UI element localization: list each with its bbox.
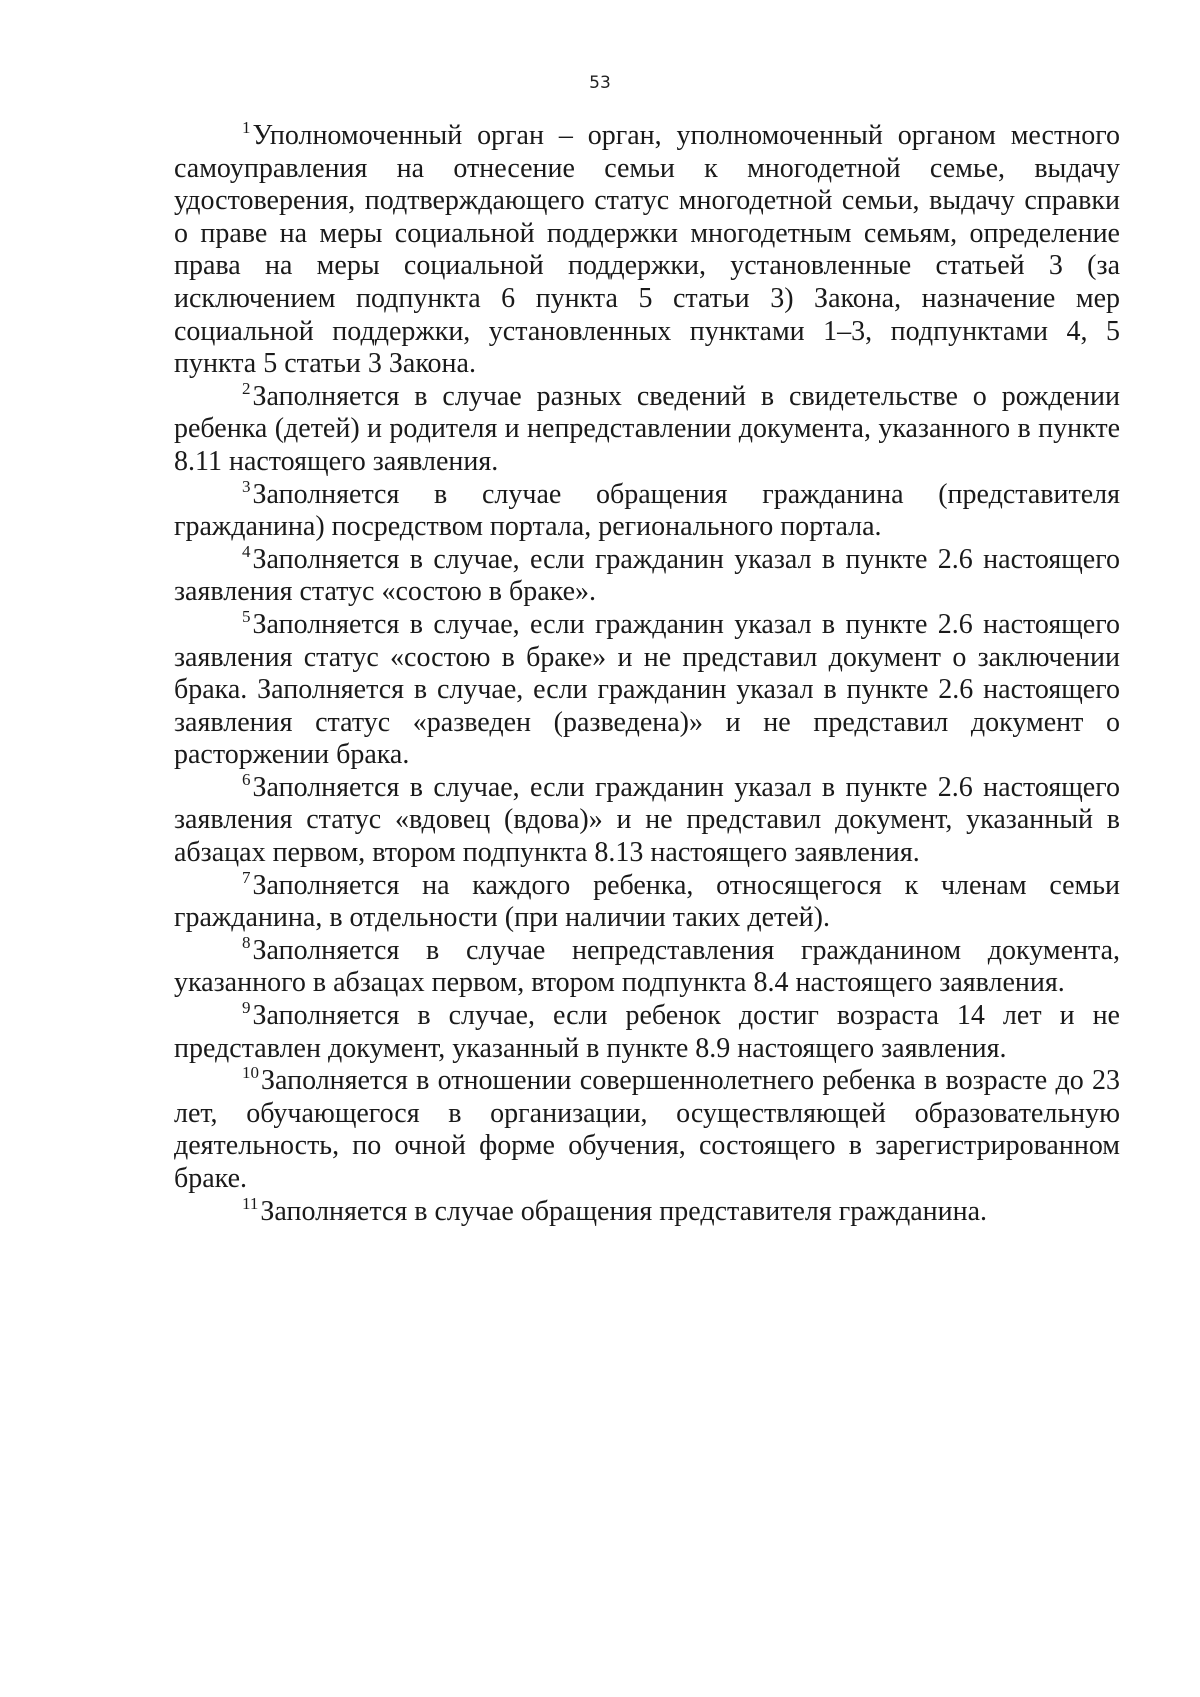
footnote-6	[174, 769, 1120, 870]
footnote-10	[174, 1065, 1120, 1195]
footnote-mark: 4	[242, 541, 251, 561]
footnote-mark: 5	[242, 606, 251, 626]
footnote-9	[174, 1000, 1120, 1065]
footnote-text: Заполняется в случае непредставления гражданином документа, указанного в абзацах первом, втором подпункта 8.4 настоящего заявления.	[174, 934, 1120, 999]
footnote-text: Заполняется на каждого ребенка, относящегося к членам семьи гражданина, в отдельности (при наличии таких детей).	[174, 869, 1120, 934]
footnote-4	[174, 541, 1120, 609]
footnote-mark: 11	[242, 1193, 259, 1213]
footnote-text: Заполняется в случае обращения представителя гражданина.	[260, 1195, 988, 1227]
footnote-mark: 3	[242, 476, 251, 496]
footnote-5	[174, 606, 1120, 772]
footnote-text: Заполняется в случае, если гражданин указал в пункте 2.6 настоящего заявления статус «вдовец (вдова)» и не представил документ, указанный в абзацах первом, втором подпункта 8.13 настоящего заявления.	[174, 771, 1120, 869]
page-number: 53	[589, 73, 611, 93]
footnote-mark: 6	[242, 769, 251, 789]
footnote-text: Заполняется в случае разных сведений в свидетельстве о рождении ребенка (детей) и родителя и непредставлении документа, указанного в пункте 8.11 настоящего заявления.	[174, 380, 1120, 477]
footnote-3	[174, 476, 1120, 544]
footnote-mark: 10	[242, 1063, 259, 1083]
footnote-11	[174, 1193, 1120, 1229]
footnote-mark: 8	[242, 932, 251, 952]
footnote-text: Заполняется в случае, если ребенок достиг возраста 14 лет и не представлен документ, указанный в пункте 8.9 настоящего заявления.	[174, 1000, 1120, 1064]
footnote-mark: 7	[242, 867, 251, 887]
footnote-mark: 1	[242, 118, 251, 137]
footnote-text: Заполняется в случае, если гражданин указал в пункте 2.6 настоящего заявления статус «состою в браке».	[174, 543, 1120, 608]
footnote-text: Заполняется в отношении совершеннолетнего ребенка в возрасте до 23 лет, обучающегося в организации, осуществляющей образовательную деятельность, по очной форме обучения, состоящего в зарегистрированном браке.	[174, 1065, 1120, 1194]
footnote-mark: 2	[242, 378, 251, 398]
footnote-7	[174, 867, 1120, 935]
footnote-mark: 9	[242, 998, 251, 1018]
footnotes-section	[174, 120, 1120, 1228]
footnote-8	[174, 932, 1120, 1000]
footnote-2	[174, 378, 1120, 479]
footnote-text: Уполномоченный орган – орган, уполномоченный органом местного самоуправления на отнесение семьи к многодетной семье, выдачу удостоверения, подтверждающего статус многодетной семьи, выдачу справки о праве на меры социальной поддержки многодетным семьям, определение права на меры социальной поддержки, установленные статьей 3 (за исключением подпункта 6 пункта 5 статьи 3) Закона, назначение мер социальной поддержки, установленных пунктами 1–3, подпунктами 4, 5 пункта 5 статьи 3 Закона.	[174, 120, 1120, 380]
footnote-text: Заполняется в случае обращения гражданина (представителя гражданина) посредством портала, регионального портала.	[174, 478, 1120, 543]
footnote-text: Заполняется в случае, если гражданин указал в пункте 2.6 настоящего заявления статус «состою в браке» и не представил документ о заключении брака. Заполняется в случае, если гражданин указал в пункте 2.6 настоящего заявления статус «разведен (разведена)» и не представил документ о расторжении брака.	[174, 608, 1120, 771]
footnote-1	[174, 120, 1120, 381]
